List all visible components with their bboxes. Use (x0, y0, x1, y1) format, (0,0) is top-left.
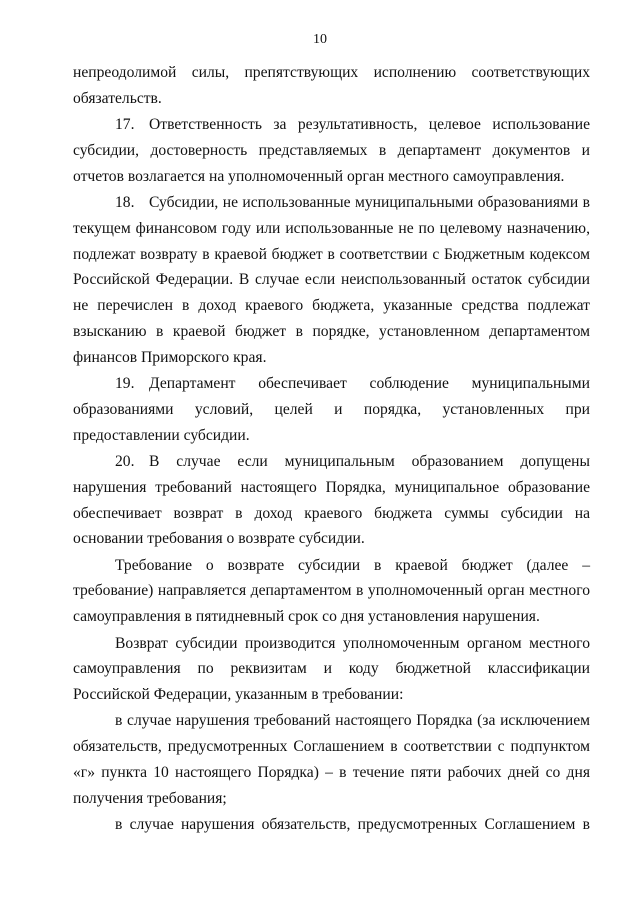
paragraph-text: Требование о возврате субсидии в краевой бюджет (далее – требование) направляется департаментом в уполномоченный орган местного самоуправления в пятидневный срок со дня установления нарушения. (73, 556, 590, 626)
paragraph-refund-case-1 (73, 708, 590, 811)
paragraph-text: в случае нарушения требований настоящего Порядка (за исключением обязательств, предусмотренных Соглашением в соответствии с подпунктом «г» пункта 10 настоящего Порядка) – в течение пяти рабочих дней со дня получения требования; (73, 712, 590, 807)
paragraph-text: Возврат субсидии производится уполномоченным органом местного самоуправления по реквизитам и коду бюджетной классификации Российской Федерации, указанным в требовании: (73, 634, 590, 704)
paragraph-number: 19. (115, 375, 135, 393)
paragraph-17 (73, 112, 590, 189)
paragraph-number: 17. (115, 116, 135, 134)
paragraph-text: Департамент обеспечивает соблюдение муниципальными образованиями условий, целей и порядка, установленных при предоставлении субсидии. (73, 375, 590, 444)
paragraph-20 (73, 449, 590, 552)
paragraph-refund-procedure (73, 631, 590, 708)
paragraph-continuation (73, 60, 590, 112)
paragraph-text: непреодолимой силы, препятствующих исполнению соответствующих обязательств. (73, 64, 590, 107)
document-body (73, 60, 590, 838)
paragraph-text: В случае если муниципальным образованием допущены нарушения требований настоящего Порядка, муниципальное образование обеспечивает возврат в доход краевого бюджета суммы субсидии на основании требования о возврате субсидии. (73, 452, 590, 548)
paragraph-refund-case-2 (73, 812, 590, 838)
paragraph-refund-request (73, 553, 590, 630)
paragraph-number: 18. (115, 193, 135, 211)
page-number: 10 (313, 32, 327, 47)
paragraph-number: 20. (115, 452, 135, 470)
paragraph-text: Ответственность за результативность, целевое использование субсидии, достоверность представляемых в департамент документов и отчетов возлагается на уполномоченный орган местного самоуправления. (73, 116, 590, 185)
paragraph-18 (73, 190, 590, 371)
paragraph-text: в случае нарушения обязательств, предусмотренных Соглашением в (115, 816, 590, 834)
paragraph-19 (73, 371, 590, 448)
paragraph-text: Субсидии, не использованные муниципальными образованиями в текущем финансовом году или использованные не по целевому назначению, подлежат возврату в краевой бюджет в соответствии с Бюджетным кодексом Российской Федерации. В случае если неиспользованный остаток субсидии не перечислен в доход краевого бюджета, указанные средства подлежат взысканию в краевой бюджет в порядке, установленном департаментом финансов Приморского края. (73, 193, 590, 366)
